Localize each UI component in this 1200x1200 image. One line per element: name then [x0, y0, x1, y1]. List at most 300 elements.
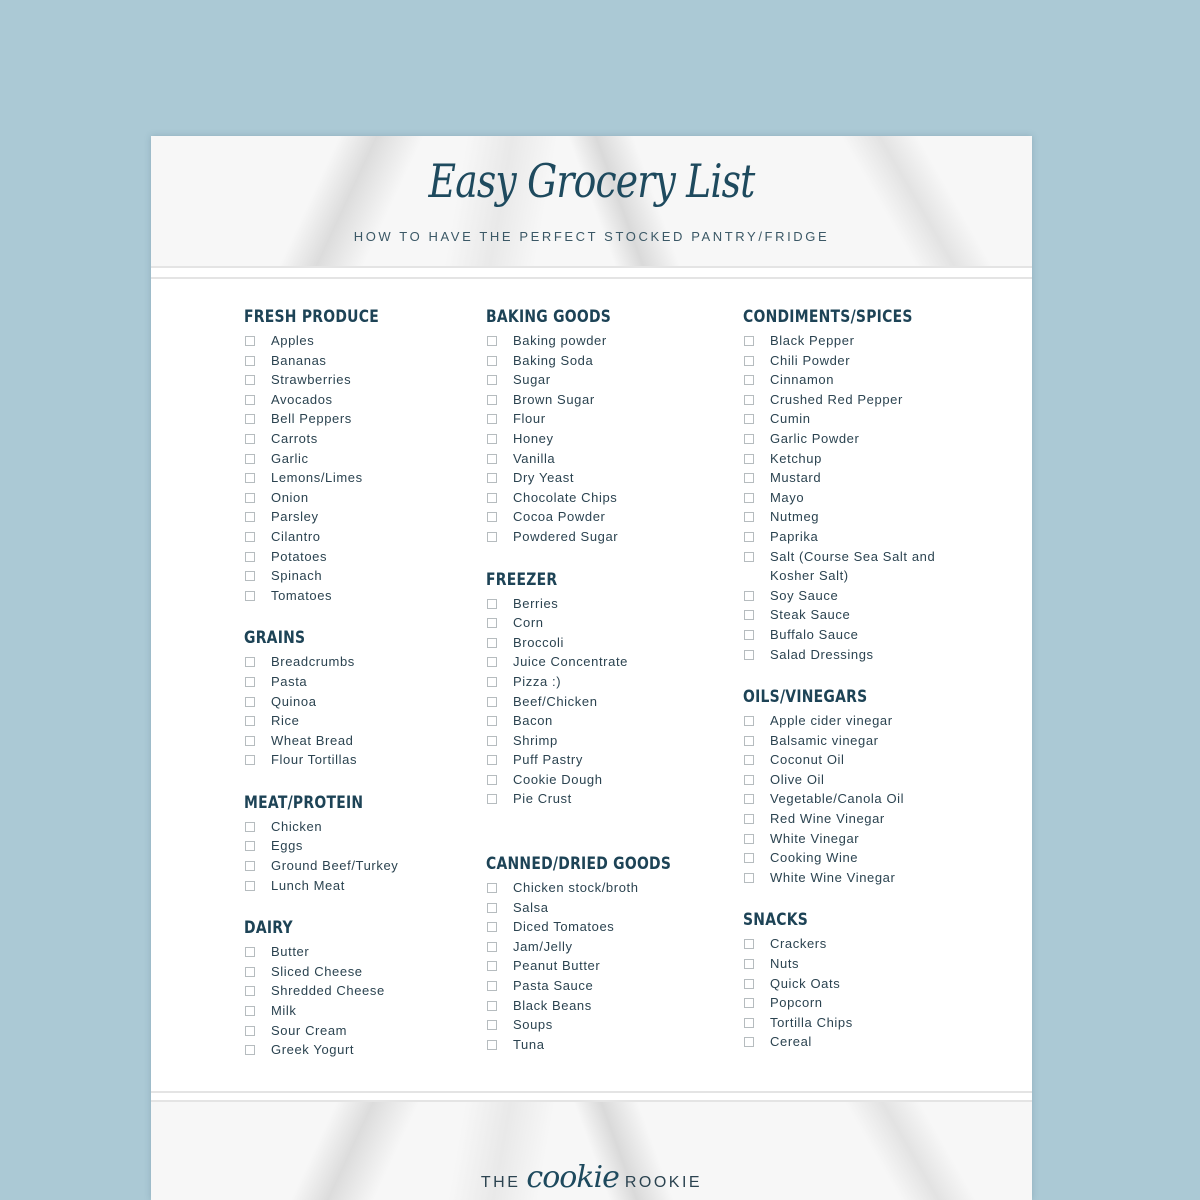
list-item	[486, 672, 712, 692]
list-item	[743, 645, 950, 665]
list-item	[486, 652, 712, 672]
item-label: Soy Sauce	[770, 587, 839, 603]
item-label: Cumin	[770, 411, 811, 427]
item-label: Breadcrumbs	[271, 654, 355, 670]
list-item	[743, 390, 950, 410]
item-label: Chicken	[271, 818, 323, 834]
checkbox[interactable]	[487, 961, 497, 971]
checkbox[interactable]	[487, 599, 497, 609]
checkbox[interactable]	[487, 697, 497, 707]
list-item	[486, 976, 712, 996]
list-item	[743, 750, 950, 770]
list-item	[244, 942, 446, 962]
item-label: Juice Concentrate	[513, 654, 628, 670]
item-label: Black Beans	[513, 997, 592, 1013]
list-item	[244, 429, 446, 449]
item-label: Salad Dressings	[770, 646, 874, 662]
item-label: Nutmeg	[770, 509, 820, 525]
checkbox[interactable]	[744, 493, 754, 503]
checkbox[interactable]	[487, 493, 497, 503]
checkbox[interactable]	[744, 454, 754, 464]
item-label: Dry Yeast	[513, 470, 575, 486]
item-label: Avocados	[271, 391, 333, 407]
list-item	[244, 876, 446, 896]
item-label: Lemons/Limes	[271, 470, 363, 486]
item-label: Chicken stock/broth	[513, 880, 639, 896]
list-item	[743, 429, 950, 449]
list-item	[244, 507, 446, 527]
list-item	[244, 566, 446, 586]
checkbox[interactable]	[487, 532, 497, 542]
checkbox[interactable]	[487, 375, 497, 385]
checkbox[interactable]	[487, 755, 497, 765]
list-item	[743, 547, 950, 586]
checkbox[interactable]	[487, 356, 497, 366]
item-label: Bacon	[513, 713, 553, 729]
checkbox[interactable]	[245, 336, 255, 346]
checkbox[interactable]	[744, 375, 754, 385]
list-item	[743, 409, 950, 429]
item-label: Wheat Bread	[271, 732, 354, 748]
list-item	[244, 731, 446, 751]
list-item	[486, 331, 712, 351]
checkbox[interactable]	[245, 657, 255, 667]
checkbox[interactable]	[487, 1040, 497, 1050]
list-item	[244, 527, 446, 547]
checkbox[interactable]	[245, 881, 255, 891]
list-item	[486, 731, 712, 751]
list-item	[743, 449, 950, 469]
section-dairy	[244, 915, 446, 1060]
checkbox[interactable]	[744, 1018, 754, 1028]
list-item	[244, 1001, 446, 1021]
item-label: Vanilla	[513, 450, 556, 466]
checkbox[interactable]	[744, 716, 754, 726]
item-label: Onion	[271, 489, 309, 505]
item-label: Steak Sauce	[770, 607, 851, 623]
checkbox[interactable]	[744, 434, 754, 444]
checkbox[interactable]	[245, 947, 255, 957]
list-item	[244, 547, 446, 567]
section-grains	[244, 625, 446, 770]
item-label: Pie Crust	[513, 791, 572, 807]
item-label: White Wine Vinegar	[770, 869, 896, 885]
brand-logo	[151, 1160, 1032, 1195]
checkbox[interactable]	[245, 1026, 255, 1036]
list-item	[244, 711, 446, 731]
list-item	[244, 981, 446, 1001]
list-item	[743, 625, 950, 645]
checkbox[interactable]	[487, 903, 497, 913]
list-item	[743, 789, 950, 809]
checkbox[interactable]	[744, 395, 754, 405]
item-label: Powdered Sugar	[513, 528, 619, 544]
item-label: Bananas	[271, 352, 327, 368]
checkbox[interactable]	[245, 395, 255, 405]
checkbox[interactable]	[487, 512, 497, 522]
column-3	[743, 304, 950, 1072]
checkbox[interactable]	[245, 841, 255, 851]
list-item	[244, 750, 446, 770]
section-condiments-spices	[743, 304, 950, 664]
list-item	[486, 956, 712, 976]
checkbox[interactable]	[245, 532, 255, 542]
checkbox[interactable]	[245, 591, 255, 601]
list-item	[244, 1040, 446, 1060]
item-label: Tuna	[513, 1036, 545, 1052]
section-title: FRESH PRODUCE	[244, 307, 379, 327]
checkbox[interactable]	[245, 434, 255, 444]
list-item	[486, 488, 712, 508]
item-label: Apple cider vinegar	[770, 713, 893, 729]
item-label: Ketchup	[770, 450, 822, 466]
checkbox[interactable]	[744, 755, 754, 765]
item-label: Sliced Cheese	[271, 963, 363, 979]
item-label: Milk	[271, 1003, 297, 1019]
list-item	[743, 605, 950, 625]
list-item	[486, 789, 712, 809]
checkbox[interactable]	[487, 942, 497, 952]
list-item	[743, 370, 950, 390]
section-canned-dried-goods	[486, 851, 712, 1054]
list-item	[486, 711, 712, 731]
checkbox[interactable]	[245, 414, 255, 424]
checkbox[interactable]	[245, 473, 255, 483]
list-item	[743, 731, 950, 751]
item-label: Shredded Cheese	[271, 983, 385, 999]
list-item	[244, 586, 446, 606]
section-title: BAKING GOODS	[486, 307, 612, 327]
item-label: Salt (Course Sea Salt and Kosher Salt)	[770, 548, 936, 584]
checkbox[interactable]	[744, 775, 754, 785]
list-item	[486, 937, 712, 957]
list-item	[743, 934, 950, 954]
item-label: Carrots	[271, 430, 318, 446]
item-label: White Vinegar	[770, 830, 860, 846]
item-label: Corn	[513, 615, 544, 631]
item-label: Ground Beef/Turkey	[271, 858, 399, 874]
brand-rookie: ROOKIE	[624, 1174, 703, 1191]
checkbox[interactable]	[245, 755, 255, 765]
checkbox[interactable]	[245, 697, 255, 707]
list-item	[244, 962, 446, 982]
item-label: Garlic Powder	[770, 430, 860, 446]
page-subtitle: HOW TO HAVE THE PERFECT STOCKED PANTRY/FRIDGE	[353, 229, 830, 244]
page-title: Easy Grocery List	[428, 154, 755, 208]
checkbox[interactable]	[487, 473, 497, 483]
checkbox[interactable]	[245, 986, 255, 996]
item-label: Berries	[513, 595, 559, 611]
item-label: Parsley	[271, 509, 319, 525]
list-item	[743, 507, 950, 527]
item-label: Spinach	[271, 568, 323, 584]
item-label: Baking Soda	[513, 352, 594, 368]
list-item	[486, 633, 712, 653]
checkbox[interactable]	[245, 1045, 255, 1055]
list-item	[743, 1013, 950, 1033]
checkbox[interactable]	[744, 336, 754, 346]
checkbox[interactable]	[487, 395, 497, 405]
checkbox[interactable]	[245, 861, 255, 871]
section-title: MEAT/PROTEIN	[244, 792, 364, 813]
item-label: Beef/Chicken	[513, 693, 598, 709]
checkbox[interactable]	[245, 1006, 255, 1016]
list-item	[743, 829, 950, 849]
item-label: Quick Oats	[770, 975, 841, 991]
list-item	[486, 996, 712, 1016]
section-title: OILS/VINEGARS	[743, 687, 868, 708]
item-label: Jam/Jelly	[513, 938, 573, 954]
item-label: Cocoa Powder	[513, 509, 606, 525]
list-item	[486, 449, 712, 469]
list-item	[244, 836, 446, 856]
section-meat-protein	[244, 790, 446, 895]
item-label: Black Pepper	[770, 333, 855, 348]
item-label: Flour	[513, 411, 546, 427]
item-label: Cilantro	[271, 528, 321, 544]
checkbox[interactable]	[245, 493, 255, 503]
item-label: Salsa	[513, 899, 549, 915]
checkbox[interactable]	[744, 736, 754, 746]
list-item	[743, 954, 950, 974]
list-item	[743, 711, 950, 731]
item-label: Brown Sugar	[513, 391, 595, 407]
checkbox[interactable]	[245, 822, 255, 832]
item-label: Tortilla Chips	[770, 1014, 853, 1030]
item-label: Flour Tortillas	[271, 752, 358, 768]
list-item	[486, 878, 712, 898]
item-label: Tomatoes	[271, 587, 333, 603]
section-oils-vinegars	[743, 684, 950, 887]
checkbox[interactable]	[744, 834, 754, 844]
list-item	[486, 468, 712, 488]
item-label: Butter	[271, 944, 310, 960]
list-item	[486, 390, 712, 410]
list-item	[743, 488, 950, 508]
list-item	[486, 594, 712, 614]
item-label: Crackers	[770, 936, 827, 952]
item-label: Chili Powder	[770, 352, 851, 368]
checkbox[interactable]	[744, 414, 754, 424]
list-item	[743, 1032, 950, 1052]
item-label: Cooking Wine	[770, 850, 859, 866]
item-label: Diced Tomatoes	[513, 919, 615, 935]
item-label: Coconut Oil	[770, 752, 845, 768]
checkbox[interactable]	[487, 981, 497, 991]
item-label: Buffalo Sauce	[770, 626, 859, 642]
item-label: Bell Peppers	[271, 411, 352, 427]
brand-the: THE	[480, 1174, 521, 1191]
item-label: Vegetable/Canola Oil	[770, 791, 905, 807]
checkbox[interactable]	[245, 356, 255, 366]
checkbox[interactable]	[744, 473, 754, 483]
item-label: Cookie Dough	[513, 771, 603, 787]
list-item	[244, 856, 446, 876]
checkbox[interactable]	[744, 939, 754, 949]
list-item	[486, 507, 712, 527]
list-item	[743, 586, 950, 606]
section-title: CANNED/DRIED GOODS	[486, 854, 672, 875]
list-item	[486, 370, 712, 390]
item-label: Greek Yogurt	[271, 1042, 355, 1058]
checkbox[interactable]	[245, 552, 255, 562]
list-item	[486, 351, 712, 371]
checkbox[interactable]	[487, 736, 497, 746]
checkbox[interactable]	[487, 1020, 497, 1030]
list-item	[244, 817, 446, 837]
checkbox[interactable]	[245, 375, 255, 385]
item-label: Rice	[271, 713, 300, 729]
item-label: Baking powder	[513, 333, 607, 348]
list-item	[486, 770, 712, 790]
divider-bottom-1	[151, 1091, 1032, 1093]
checkbox[interactable]	[245, 736, 255, 746]
divider-top-1	[151, 266, 1032, 268]
item-label: Sour Cream	[271, 1022, 348, 1038]
checkbox[interactable]	[487, 1001, 497, 1011]
list-item	[486, 409, 712, 429]
list-item	[244, 409, 446, 429]
item-label: Cinnamon	[770, 372, 835, 388]
item-label: Sugar	[513, 372, 551, 388]
list-item	[244, 672, 446, 692]
checkbox[interactable]	[744, 853, 754, 863]
brand-cookie-script: cookie	[526, 1160, 619, 1195]
list-item	[743, 809, 950, 829]
item-label: Quinoa	[271, 693, 317, 709]
item-label: Apples	[271, 333, 315, 348]
checkbox[interactable]	[744, 814, 754, 824]
section-fresh-produce	[244, 304, 446, 605]
checkbox[interactable]	[487, 336, 497, 346]
checkbox[interactable]	[744, 610, 754, 620]
checkbox[interactable]	[487, 657, 497, 667]
list-item	[743, 848, 950, 868]
checkbox[interactable]	[744, 979, 754, 989]
checkbox[interactable]	[487, 618, 497, 628]
list-item	[244, 652, 446, 672]
checkbox[interactable]	[487, 454, 497, 464]
list-item	[743, 993, 950, 1013]
item-label: Pasta Sauce	[513, 978, 594, 994]
checkbox[interactable]	[487, 414, 497, 424]
item-label: Garlic	[271, 450, 309, 466]
list-item	[743, 770, 950, 790]
checkbox[interactable]	[744, 873, 754, 883]
checkbox[interactable]	[744, 552, 754, 562]
column-1	[244, 304, 446, 1080]
checkbox[interactable]	[487, 794, 497, 804]
column-2	[486, 304, 712, 1074]
checkbox[interactable]	[487, 716, 497, 726]
checkbox[interactable]	[487, 883, 497, 893]
list-item	[244, 692, 446, 712]
grocery-list-sheet	[151, 136, 1032, 1200]
list-item	[486, 1015, 712, 1035]
item-label: Eggs	[271, 838, 304, 854]
list-item	[486, 898, 712, 918]
list-item	[486, 917, 712, 937]
item-label: Red Wine Vinegar	[770, 811, 885, 827]
list-item	[743, 974, 950, 994]
checkbox[interactable]	[744, 959, 754, 969]
list-item	[743, 527, 950, 547]
section-freezer	[486, 567, 712, 810]
item-label: Honey	[513, 430, 554, 446]
checkbox[interactable]	[744, 630, 754, 640]
list-item	[743, 468, 950, 488]
checkbox[interactable]	[245, 677, 255, 687]
checkbox[interactable]	[744, 591, 754, 601]
checkbox[interactable]	[245, 512, 255, 522]
list-item	[486, 692, 712, 712]
checkbox[interactable]	[487, 638, 497, 648]
list-item	[743, 331, 950, 351]
checkbox[interactable]	[245, 716, 255, 726]
list-item	[244, 351, 446, 371]
checkbox[interactable]	[245, 967, 255, 977]
item-label: Pasta	[271, 673, 308, 689]
checkbox[interactable]	[487, 677, 497, 687]
item-label: Olive Oil	[770, 771, 825, 787]
item-label: Puff Pastry	[513, 752, 583, 768]
checkbox[interactable]	[744, 650, 754, 660]
item-label: Potatoes	[271, 548, 328, 564]
item-label: Paprika	[770, 528, 819, 544]
list-item	[743, 351, 950, 371]
item-label: Shrimp	[513, 732, 558, 748]
section-snacks	[743, 907, 950, 1052]
list-item	[244, 468, 446, 488]
section-title: DAIRY	[244, 918, 293, 939]
list-item	[486, 1035, 712, 1055]
item-label: Pizza :)	[513, 673, 562, 689]
item-label: Mustard	[770, 470, 822, 486]
item-label: Popcorn	[770, 995, 823, 1011]
checkbox[interactable]	[744, 512, 754, 522]
item-label: Chocolate Chips	[513, 489, 618, 505]
list-item	[486, 750, 712, 770]
list-item	[743, 868, 950, 888]
checkbox[interactable]	[487, 775, 497, 785]
item-label: Lunch Meat	[271, 877, 345, 893]
section-title: SNACKS	[743, 910, 809, 931]
item-label: Nuts	[770, 956, 800, 972]
section-title: CONDIMENTS/SPICES	[743, 307, 913, 327]
checkbox[interactable]	[245, 571, 255, 581]
checkbox[interactable]	[744, 356, 754, 366]
item-label: Strawberries	[271, 372, 352, 388]
item-label: Crushed Red Pepper	[770, 391, 903, 407]
checkbox[interactable]	[487, 922, 497, 932]
item-label: Balsamic vinegar	[770, 732, 879, 748]
section-title: GRAINS	[244, 628, 306, 649]
item-label: Mayo	[770, 489, 805, 505]
list-item	[486, 527, 712, 547]
section-baking-goods	[486, 304, 712, 547]
section-title: FREEZER	[486, 569, 558, 590]
checkbox[interactable]	[744, 532, 754, 542]
item-label: Cereal	[770, 1034, 812, 1050]
checkbox[interactable]	[487, 434, 497, 444]
checkbox[interactable]	[245, 454, 255, 464]
checkbox[interactable]	[744, 998, 754, 1008]
checkbox[interactable]	[744, 1037, 754, 1047]
list-item	[486, 429, 712, 449]
divider-top-2	[151, 277, 1032, 279]
list-item	[244, 390, 446, 410]
checkbox[interactable]	[744, 794, 754, 804]
